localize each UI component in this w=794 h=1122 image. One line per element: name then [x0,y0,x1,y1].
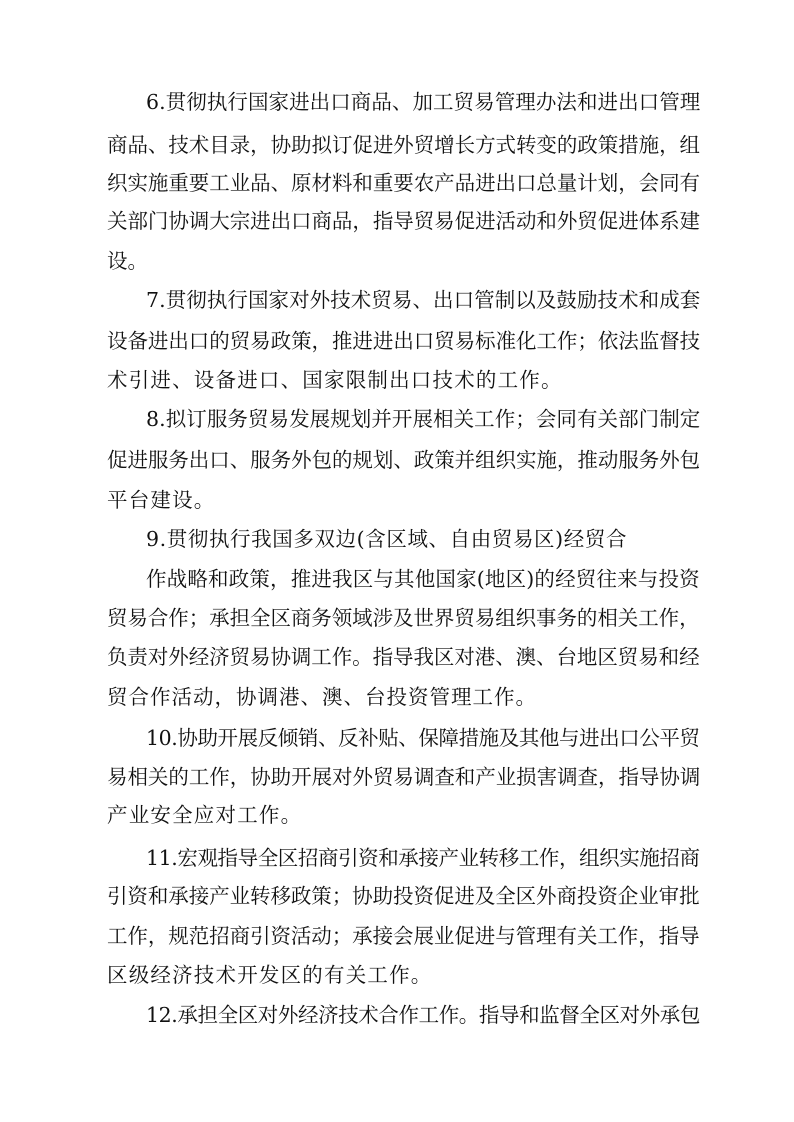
paragraph-6-line-1: 6.贯彻执行国家进出口商品、加工贸易管理办法和进出口管理 [146,90,701,114]
paragraph-12-line-1: 12.承担全区对外经济技术合作工作。指导和监督全区对外承包 [146,1003,701,1027]
paragraph-10-line-3: 产业安全应对工作。 [107,803,303,827]
paragraph-8-line-2: 促进服务出口、服务外包的规划、政策并组织实施，推动服务外包 [107,448,701,472]
paragraph-7-line-3: 术引进、设备进口、国家限制出口技术的工作。 [107,368,563,392]
paragraph-8-line-1: 8.拟订服务贸易发展规划并开展相关工作；会同有关部门制定 [146,407,701,431]
paragraph-11-line-1: 11.宏观指导全区招商引资和承接产业转移工作，组织实施招商 [146,846,700,870]
paragraph-10-line-2: 易相关的工作，协助开展对外贸易调查和产业损害调查，指导协调 [107,765,701,789]
paragraph-6-line-3: 织实施重要工业品、原材料和重要农产品进出口总量计划，会同有 [107,171,700,195]
paragraph-9-line-1: 9.贯彻执行我国多双边(含区域、自由贸易区)经贸合 [146,527,628,551]
paragraph-11-line-2: 引资和承接产业转移政策；协助投资促进及全区外商投资企业审批 [107,884,700,908]
paragraph-10-line-1: 10.协助开展反倾销、反补贴、保障措施及其他与进出口公平贸 [146,726,700,750]
paragraph-6-line-4: 关部门协调大宗进出口商品，指导贸易促进活动和外贸促进体系建 [107,209,700,233]
paragraph-9-line-2: 作战略和政策，推进我区与其他国家(地区)的经贸往来与投资 [146,567,700,591]
paragraph-9-line-5: 贸合作活动，协调港、澳、台投资管理工作。 [107,685,537,709]
paragraph-9-line-3: 贸易合作；承担全区商务领域涉及世界贸易组织事务的相关工作， [107,606,700,630]
paragraph-6-line-5: 设。 [107,249,148,273]
paragraph-7-line-2: 设备进出口的贸易政策，推进进出口贸易标准化工作；依法监督技 [107,329,701,353]
paragraph-7-line-1: 7.贯彻执行国家对外技术贸易、出口管制以及鼓励技术和成套 [146,288,701,312]
paragraph-8-line-3: 平台建设。 [107,488,216,512]
paragraph-6-line-2: 商品、技术目录，协助拟订促进外贸增长方式转变的政策措施，组 [107,133,700,157]
paragraph-11-line-4: 区级经济技术开发区的有关工作。 [107,963,433,987]
paragraph-9-line-4: 负责对外经济贸易协调工作。指导我区对港、澳、台地区贸易和经 [107,645,700,669]
paragraph-11-line-3: 工作，规范招商引资活动；承接会展业促进与管理有关工作，指导 [107,924,700,948]
